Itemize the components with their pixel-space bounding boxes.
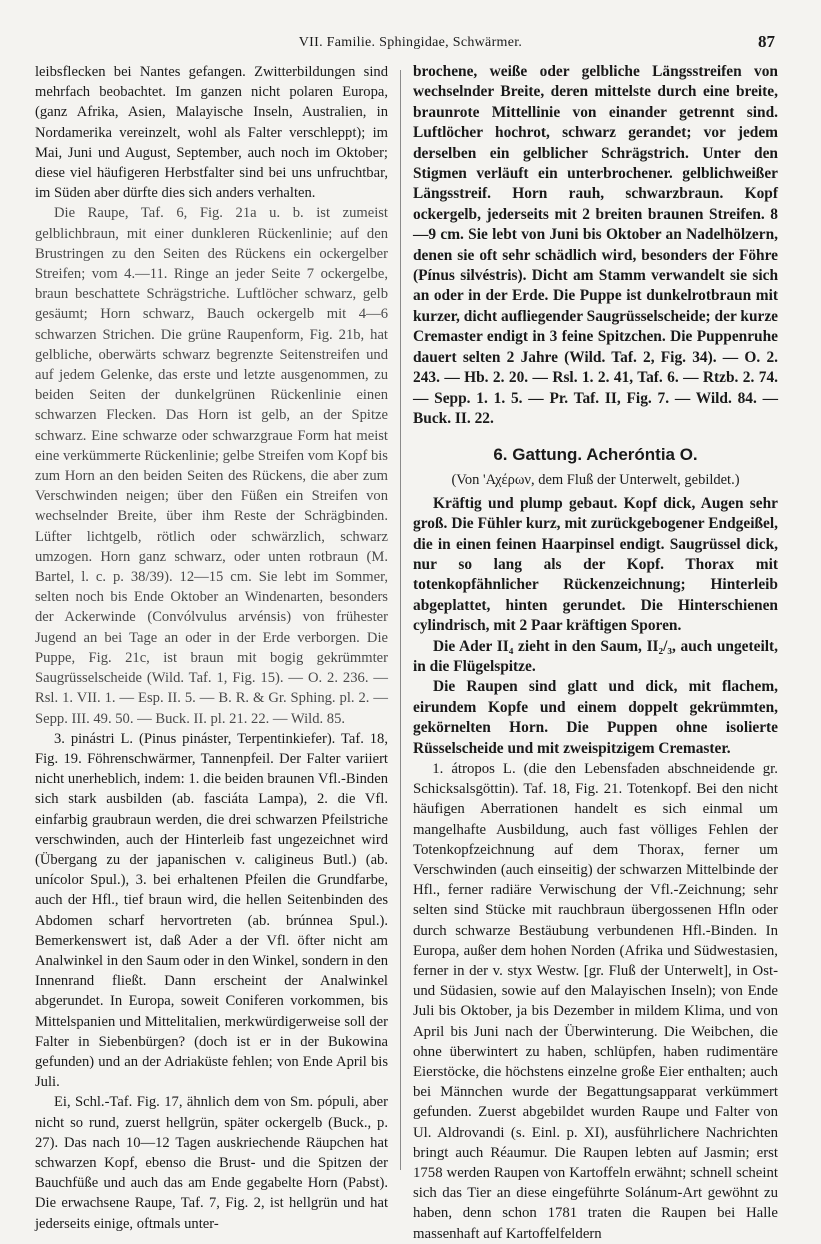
paragraph: Die Raupen sind glatt und dick, mit flachem, eirundem Kopfe und einem doppelt gekrümmten, gekörnelten Horn. Die Puppen ohne isolierte Rüsselscheide und mit zweispitzigem Cremaster. bbox=[413, 678, 778, 757]
page-number: 87 bbox=[758, 32, 775, 51]
paragraph: leibsflecken bei Nantes gefangen. Zwitterbildungen sind mehrfach beobachtet. Im ganzen nicht polaren Europa, (ganz Afrika, Asien, Malayische Inseln, Australien, in Nordamerika vereinzelt, wohl als Falter verschleppt); im Mai, Juni und August, September, auch noch im Oktober; diese viel häufigeren Herbstfalter sind bei uns unfruchtbar, im Süden aber dürfte dies sich anders verhalten. bbox=[35, 64, 388, 202]
paragraph: Die Ader II₄ zieht in den Saum, II₂/₃, auch ungeteilt, in die Flügelspitze. bbox=[413, 637, 778, 675]
species-entry-pinastri: 3. pinástri L. (Pinus pináster, Terpentinkiefer). Taf. 18, Fig. 19. Föhrenschwärmer, Tannenpfeil. Der Falter variiert nicht unerheblich, indem: 1. die beiden braunen Vfl.-Binden sich stark ausbilden (ab. fasciáta Lampa), 2. die Vfl. einfarbig graubraun werden, die drei schwarzen Pfeilstriche verschwinden, auch der Hinterleib fast ungezeichnet wird (Übergang zu der japanischen v. caligineus Butl.) (ab. unícolor Spul.), 3. bei erhaltenen Pfeilen die Grundfarbe, auch der Hfl., tief braun wird, die hellen Seitenbinden des Abdomen scharf hervortreten (ab. brúnnea Spul.). Bemerkenswert ist, daß Ader a der Vfl. öfter nicht am Analwinkel in den Saum oder in den Winkel, sondern in den Innenrand fließt. Dann erscheint der Analwinkel abgerundet. In Europa, soweit Coniferen vorkommen, bis Mittelspanien und Mittelitalien, merkwürdigerweise soll der Falter in Siebenbürgen? (doch ist er in der Bukowina gefunden) und an der Adriaküste fehlen; von Ende April bis Juli. bbox=[35, 730, 388, 1091]
paragraph: Ei, Schl.-Taf. Fig. 17, ähnlich dem von Sm. pópuli, aber nicht so rund, zuerst hellgrün, später ockergelb (Buck., p. 27). Das nach 10—12 Tagen auskriechende Räupchen hat schwarzen Kopf, ebenso die Brust- und die Spitzen der Bauchfüße und auch das am Ende gegabelte Horn (Pabst). Die erwachsene Raupe, Taf. 7, Fig. 2, ist hellgrün und hat jederseits einige, oftmals unter- bbox=[35, 1094, 388, 1232]
running-title: VII. Familie. Sphingidae, Schwärmer. bbox=[298, 35, 523, 50]
species-entry-atropos: 1. átropos L. (die den Lebensfaden abschneidende gr. Schicksalsgöttin). Taf. 18, Fig. 21. Totenkopf. Bei den nicht häufigen Aberrationen handelt es sich einmal um mangelhafte Ausbildung, auch fast völliges Fehlen der Totenkopfzeichnung auf dem Thorax, ferner um Verschwinden (auch einseitig) der schwarzen Mittelbinde der Hfl., ferner radiäre Verwischung der Vfl.-Zeichnung; sehr selten sind Stücke mit rauchbraun übergossenen Hfln oder durch schwarze Bestäubung verbundenen Hfl.-Binden. In Europa, außer dem hohen Norden (Afrika und Südwestasien, ferner in der v. styx Westw. [gr. Fluß der Unterwelt], in Ost- und Südasien, sowie auf den Malayischen Inseln); von Ende Juli bis Oktober, ja bis Dezember in mildem Klima, und von April bis Juni nach der Überwinterung. Die Weibchen, die ohne überwintert zu haben, schlüpfen, haben rudimentäre Eierstöcke, die höchstens einzelne große Eier enthalten; auch bei Männchen wurde der Begattungsapparat verkümmert gefunden. Zuerst abgebildet wurden Raupe und Falter von Ul. Aldrovandi (s. Einl. p. XI), ausführlichere Nachrichten bringt auch Réaumur. Die Raupen lebten auf Jasmin; erst 1758 werden Raupen von Kartoffeln erwähnt; schnell scheint sich das Tier an diese eingeführte Solánum-Art gewöhnt zu haben, denn schon 1781 traten die Raupen bei Halle massenhaft auf Kartoffelfeldern bbox=[413, 761, 778, 1242]
paragraph: Die Raupe, Taf. 6, Fig. 21a u. b. ist zumeist gelblichbraun, mit einer dunkleren Rückenlinie; auf den Brustringen zu den Seiten des Rückens ein ockergelber Streifen; vom 4.—11. Ringe an jeder Seite 7 ockergelbe, braun beschattete Schrägstriche. Luftlöcher schwarz, gelb gesäumt; Horn schwarz, Bauch ockergelb mit 4—6 schwarzen Strichen. Die grüne Raupenform, Fig. 21b, hat gelbliche, oberwärts schwarz begrenzte Seitenstreifen und auf jedem Gelenke, das erste und letzte ausgenommen, zu beiden Seiten der dunkelgrünen Rückenlinie einen schwarzen Flecken. Das Horn ist gelb, an der Spitze schwarz. Eine schwarze oder schwarzgraue Form hat meist eine verkümmerte Rückenlinie; gelbe Streifen vom Kopf bis zum Horn an den beiden Seiten des Rückens, die aber zum Verschwinden neigen; über den Füßen ein Streifen von wechselnder Breite, über ihm Reste der Schrägbinden. Lüfter lichtgelb, rötlich oder schwärzlich, schwarz umzogen. Horn ganz schwarz, oder unten rotbraun (M. Bartel, l. c. p. 38/39). 12—15 cm. Sie lebt im Sommer, selten noch bis Ende Oktober an Windenarten, besonders der Ackerwinde (Convólvulus arvénsis) von frühester Jugend an bei Tage an oder in der Erde verborgen. Die Puppe, Fig. 21c, ist braun mit bogig gekrümmter Saugrüsselscheide (Wild. Taf. 1, Fig. 15). — O. 2. 236. — Rsl. 1. VII. 1. — Esp. II. 5. — B. R. & Gr. Sphing. pl. 2. — Sepp. III. 49. 50. — Buck. II. pl. 21. 22. — Wild. 85. bbox=[35, 205, 388, 727]
paragraph: Kräftig und plump gebaut. Kopf dick, Augen sehr groß. Die Fühler kurz, mit zurückgebogener Endgeißel, die in einen feinen Haarpinsel endigt. Saugrüssel dick, nur so lang als der Kopf. Thorax mit totenkopfähnlicher Rückenzeichnung; Hinterleib abgeplattet, hinten gerundet. Die Hinterschienen cylindrisch, mit 2 Paar kräftigen Sporen. bbox=[413, 494, 778, 635]
running-header bbox=[0, 32, 821, 54]
column-divider bbox=[400, 70, 401, 1170]
genus-etymology: (Von 'Αχέρων, dem Fluß der Unterwelt, gebildet.) bbox=[451, 471, 740, 488]
genus-heading: 6. Gattung. Acheróntia O. bbox=[493, 445, 698, 465]
paragraph: brochene, weiße oder gelbliche Längsstreifen von wechselnder Breite, deren mittelste durch eine breite, braunrote Mittellinie von einander getrennt sind. Luftlöcher hochrot, schwarz gerandet; vor jedem derselben ein gelblicher Schrägstrich. Unter den Stigmen verläuft ein unterbrochener. gelblichweißer Längsstreif. Horn rauh, schwarzbraun. Kopf ockergelb, jederseits mit 2 breiten braunen Streifen. 8—9 cm. Sie lebt von Juni bis Oktober an Nadelhölzern, denen sie oft sehr schädlich wird, besonders der Föhre (Pínus silvéstris). Dicht am Stamm verwandelt sie sich an oder in der Erde. Die Puppe ist dunkelrotbraun mit kurzer, dicht aufliegender Saugrüsselscheide; der kurze Cremaster endigt in 3 feine Spitzchen. Die Puppenruhe dauert selten 2 Jahre (Wild. Taf. 2, Fig. 34). — O. 2. 243. — Hb. 2. 20. — Rsl. 1. 2. 41, Taf. 6. — Rtzb. 2. 74. — Sepp. 1. 1. 5. — Pr. Taf. II, Fig. 7. — Wild. 84. — Buck. II. 22. bbox=[413, 63, 778, 427]
right-column bbox=[413, 62, 778, 1242]
left-column bbox=[35, 62, 388, 1232]
